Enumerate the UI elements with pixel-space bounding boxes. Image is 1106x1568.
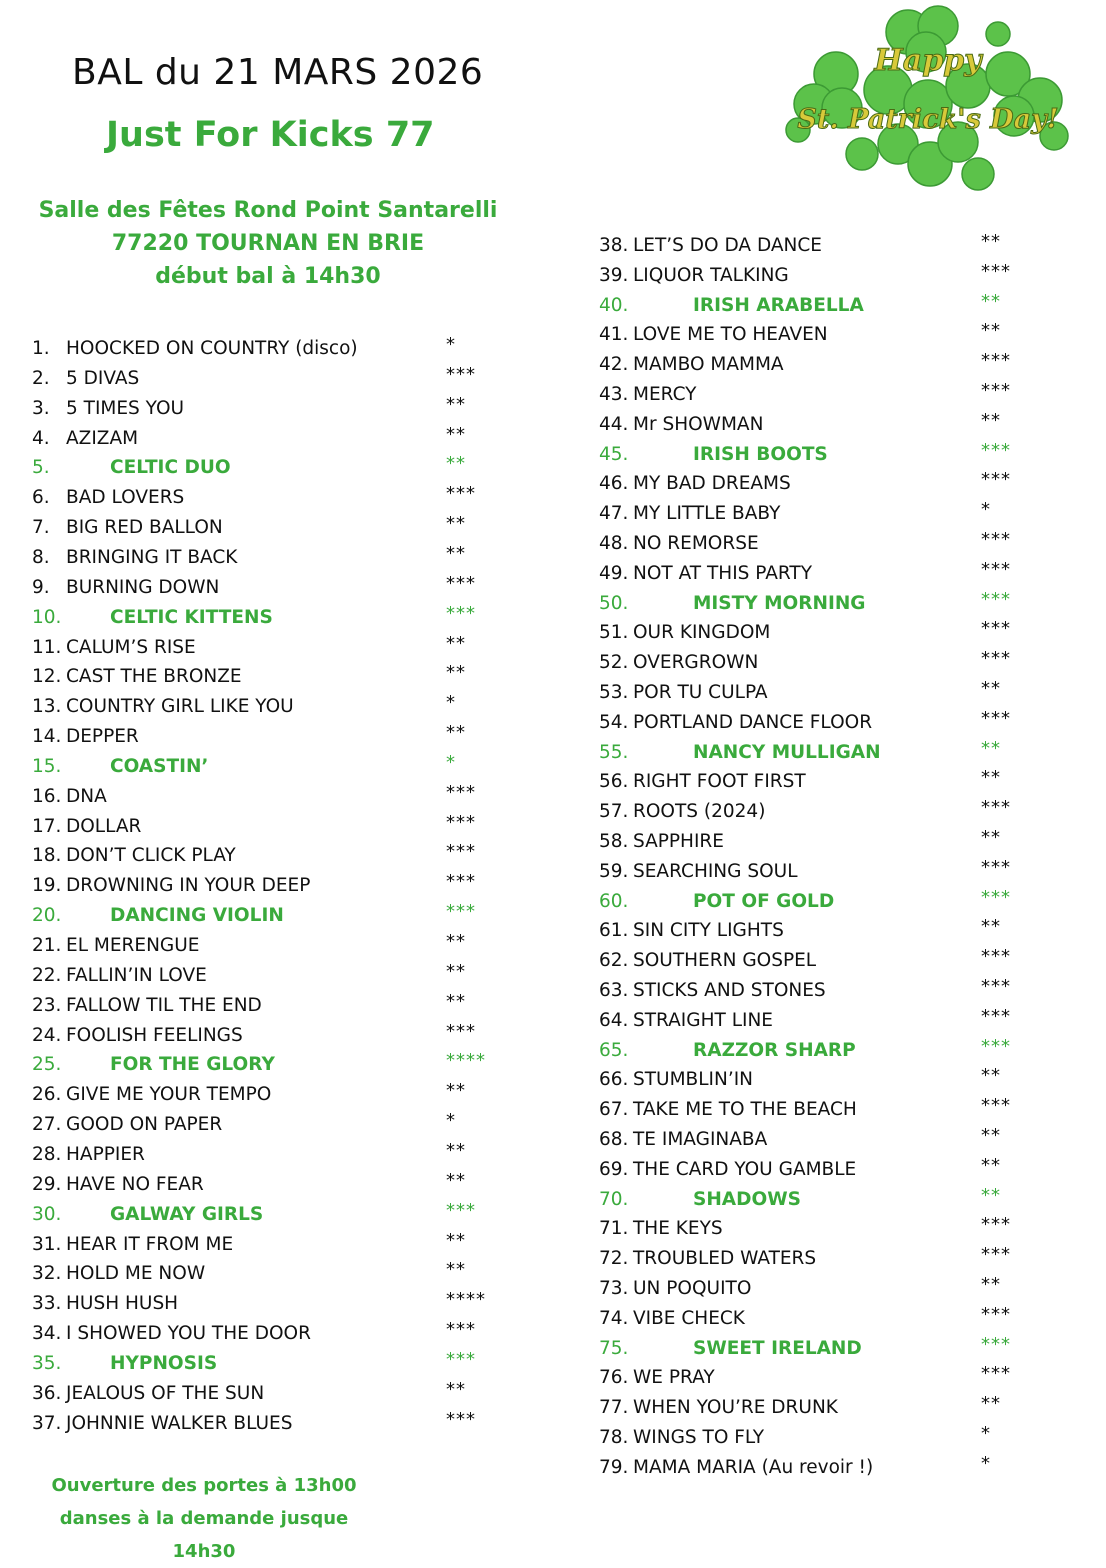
requests-until: danses à la demande jusque 14h30 <box>59 1508 349 1562</box>
dance-title: CELTIC DUO <box>110 457 231 479</box>
dance-title: COUNTRY GIRL LIKE YOU <box>66 696 294 718</box>
dance-number: 49. <box>599 562 629 584</box>
dance-number: 12. <box>32 666 62 688</box>
dance-number: 9. <box>32 576 50 598</box>
difficulty-stars: **** <box>446 1050 486 1072</box>
dance-title: FALLIN’IN LOVE <box>66 964 207 986</box>
dance-title: RIGHT FOOT FIRST <box>633 771 806 793</box>
dance-number: 56. <box>599 771 629 793</box>
dance-title: I SHOWED YOU THE DOOR <box>66 1323 311 1345</box>
difficulty-stars: ** <box>446 990 466 1012</box>
dance-title: POR TU CULPA <box>633 682 768 703</box>
difficulty-stars: *** <box>981 1363 1011 1385</box>
dance-title: AZIZAM <box>66 427 139 449</box>
dance-number: 68. <box>599 1129 629 1150</box>
venue-address: 77220 TOURNAN EN BRIE <box>111 231 425 256</box>
difficulty-stars: **** <box>446 1289 486 1311</box>
difficulty-stars: *** <box>981 260 1011 282</box>
difficulty-stars: *** <box>981 707 1011 729</box>
dance-title: BURNING DOWN <box>66 576 220 598</box>
dance-title: CAST THE BRONZE <box>66 666 242 688</box>
dance-number: 10. <box>32 606 62 628</box>
dance-number: 7. <box>32 517 50 539</box>
difficulty-stars: * <box>446 1110 456 1132</box>
venue-info <box>34 194 502 293</box>
difficulty-stars: ** <box>981 320 1001 342</box>
dance-number: 15. <box>32 755 62 777</box>
difficulty-stars: ** <box>446 662 466 684</box>
difficulty-stars: *** <box>981 976 1011 997</box>
dance-number: 77. <box>599 1397 629 1419</box>
dance-title: HYPNOSIS <box>110 1352 218 1374</box>
difficulty-stars: *** <box>981 350 1011 372</box>
difficulty-stars: * <box>981 1452 991 1474</box>
difficulty-stars: ** <box>981 409 1001 431</box>
difficulty-stars: *** <box>446 841 476 863</box>
difficulty-stars: *** <box>981 439 1011 461</box>
venue-name: Salle des Fêtes Rond Point Santarelli <box>38 198 498 223</box>
dance-number: 79. <box>599 1456 629 1478</box>
dance-number: 44. <box>599 413 629 435</box>
dance-title: 5 DIVAS <box>66 367 140 389</box>
dance-number: 40. <box>599 294 629 316</box>
dance-title: HEAR IT FROM ME <box>66 1233 234 1255</box>
dance-title: WINGS TO FLY <box>633 1427 765 1448</box>
dance-title: RAZZOR SHARP <box>693 1039 856 1061</box>
difficulty-stars: * <box>446 692 456 714</box>
dance-title: SOUTHERN GOSPEL <box>633 950 817 972</box>
dance-number: 38. <box>599 235 629 256</box>
difficulty-stars: *** <box>981 529 1011 550</box>
difficulty-stars: ** <box>446 513 466 535</box>
difficulty-stars: *** <box>981 1095 1011 1117</box>
difficulty-stars: ** <box>981 767 1001 789</box>
difficulty-stars: ** <box>446 1259 466 1281</box>
dance-number: 67. <box>599 1099 629 1121</box>
dance-title: LET’S DO DA DANCE <box>633 235 822 256</box>
dance-number: 32. <box>32 1263 62 1285</box>
dance-number: 26. <box>32 1084 62 1106</box>
start-time: début bal à 14h30 <box>155 264 381 289</box>
dance-number: 24. <box>32 1024 62 1046</box>
dance-title: JOHNNIE WALKER BLUES <box>66 1412 293 1434</box>
dance-number: 18. <box>32 845 62 867</box>
dance-number: 35. <box>32 1352 62 1374</box>
dance-title: EL MERENGUE <box>66 935 200 956</box>
dance-title: VIBE CHECK <box>633 1307 745 1329</box>
dance-number: 25. <box>32 1054 62 1076</box>
difficulty-stars: ** <box>981 1065 1001 1087</box>
dance-number: 28. <box>32 1143 62 1165</box>
difficulty-stars: *** <box>981 1005 1011 1027</box>
dance-number: 6. <box>32 487 50 509</box>
dance-title: THE CARD YOU GAMBLE <box>633 1158 857 1180</box>
dance-title: DNA <box>66 785 107 807</box>
difficulty-stars: *** <box>446 871 476 893</box>
difficulty-stars: ** <box>446 1169 466 1191</box>
dance-title: NOT AT THIS PARTY <box>633 562 813 584</box>
dance-number: 65. <box>599 1039 629 1061</box>
difficulty-stars: ** <box>981 231 1001 252</box>
dance-title: COASTIN’ <box>110 755 209 777</box>
difficulty-stars: *** <box>446 1348 476 1370</box>
dance-number: 5. <box>32 457 50 479</box>
doors-open-time: Ouverture des portes à 13h00 <box>51 1475 357 1496</box>
difficulty-stars: *** <box>981 618 1011 640</box>
dance-number: 74. <box>599 1307 629 1329</box>
dance-title: THE KEYS <box>633 1218 723 1240</box>
dance-number: 17. <box>32 815 62 837</box>
dance-title: OUR KINGDOM <box>633 622 771 644</box>
dance-number: 31. <box>32 1233 62 1255</box>
st-patricks-shamrock-logo <box>778 4 1078 200</box>
difficulty-stars: * <box>981 499 991 521</box>
difficulty-stars: ** <box>446 393 466 415</box>
dance-title: BRINGING IT BACK <box>66 546 238 568</box>
dance-title: JEALOUS OF THE SUN <box>66 1382 265 1404</box>
difficulty-stars: * <box>446 751 456 773</box>
dance-number: 58. <box>599 831 629 852</box>
dance-title: CELTIC KITTENS <box>110 606 273 628</box>
difficulty-stars: *** <box>981 856 1011 878</box>
dance-number: 47. <box>599 503 629 525</box>
dance-title: CALUM’S RISE <box>66 636 196 658</box>
difficulty-stars: *** <box>981 648 1011 670</box>
dance-number: 71. <box>599 1218 629 1240</box>
dance-title: LIQUOR TALKING <box>633 264 789 286</box>
dance-title: MERCY <box>633 384 697 405</box>
difficulty-stars: *** <box>446 781 476 803</box>
dance-title: MY LITTLE BABY <box>633 503 781 525</box>
dance-number: 22. <box>32 964 62 986</box>
difficulty-stars: ** <box>981 290 1001 312</box>
dance-title: LOVE ME TO HEAVEN <box>633 324 828 346</box>
dance-title: GALWAY GIRLS <box>110 1203 264 1225</box>
difficulty-stars: ** <box>446 542 466 564</box>
dance-number: 33. <box>32 1293 62 1315</box>
difficulty-stars: ** <box>446 632 466 654</box>
dance-number: 11. <box>32 636 62 658</box>
difficulty-stars: ** <box>981 916 1001 938</box>
dance-number: 60. <box>599 890 629 912</box>
difficulty-stars: ** <box>981 1393 1001 1415</box>
difficulty-stars: ** <box>446 453 466 475</box>
dance-title: SHADOWS <box>693 1188 801 1210</box>
dance-title: ROOTS (2024) <box>633 801 766 823</box>
dance-number: 64. <box>599 1009 629 1031</box>
difficulty-stars: ** <box>981 1184 1001 1206</box>
difficulty-stars: *** <box>446 811 476 833</box>
difficulty-stars: *** <box>981 380 1011 401</box>
dance-number: 8. <box>32 546 50 568</box>
dance-title: POT OF GOLD <box>693 890 835 912</box>
dance-title: IRISH BOOTS <box>693 443 828 465</box>
difficulty-stars: ** <box>981 737 1001 759</box>
dance-number: 4. <box>32 427 50 449</box>
dance-number: 42. <box>599 354 629 376</box>
logo-text-happy: Happy <box>874 43 982 78</box>
difficulty-stars: *** <box>981 1333 1011 1355</box>
difficulty-stars: ** <box>446 960 466 982</box>
dance-number: 55. <box>599 741 629 763</box>
difficulty-stars: *** <box>981 558 1011 580</box>
difficulty-stars: *** <box>446 901 476 923</box>
dance-title: NANCY MULLIGAN <box>693 741 881 763</box>
dance-title: HAVE NO FEAR <box>66 1173 204 1195</box>
dance-number: 16. <box>32 785 62 807</box>
dance-title: STUMBLIN’IN <box>633 1069 754 1091</box>
dance-number: 37. <box>32 1412 62 1434</box>
difficulty-stars: *** <box>981 469 1011 491</box>
dance-number: 43. <box>599 384 629 405</box>
footer-info <box>34 1469 374 1568</box>
difficulty-stars: * <box>446 334 456 355</box>
dance-number: 50. <box>599 592 629 614</box>
dance-title: Mr SHOWMAN <box>633 413 764 435</box>
difficulty-stars: *** <box>981 1303 1011 1325</box>
dance-title: WHEN YOU’RE DRUNK <box>633 1397 838 1419</box>
difficulty-stars: *** <box>446 572 476 594</box>
dance-title: TROUBLED WATERS <box>633 1248 817 1270</box>
dance-title: GIVE ME YOUR TEMPO <box>66 1084 272 1106</box>
dance-number: 61. <box>599 920 629 942</box>
dance-title: DOLLAR <box>66 815 142 837</box>
dance-title: MAMBO MAMMA <box>633 354 784 376</box>
dance-number: 34. <box>32 1323 62 1345</box>
dance-number: 14. <box>32 726 62 748</box>
difficulty-stars: *** <box>446 1020 476 1042</box>
dance-title: MAMA MARIA (Au revoir !) <box>633 1456 874 1478</box>
difficulty-stars: ** <box>981 1274 1001 1295</box>
difficulty-stars: *** <box>446 363 476 385</box>
dance-title: FOOLISH FEELINGS <box>66 1024 243 1046</box>
dance-number: 63. <box>599 980 629 1001</box>
dance-number: 46. <box>599 473 629 495</box>
dance-title: TAKE ME TO THE BEACH <box>633 1099 857 1121</box>
dance-number: 2. <box>32 367 50 389</box>
difficulty-stars: ** <box>446 1229 466 1251</box>
dance-number: 30. <box>32 1203 62 1225</box>
dance-number: 53. <box>599 682 629 703</box>
difficulty-stars: ** <box>981 1125 1001 1146</box>
dance-title: MISTY MORNING <box>693 592 866 614</box>
difficulty-stars: *** <box>981 797 1011 819</box>
difficulty-stars: ** <box>981 1154 1001 1176</box>
dance-title: IRISH ARABELLA <box>693 294 864 316</box>
dance-title: 5 TIMES YOU <box>66 397 185 419</box>
club-name: Just For Kicks 77 <box>106 115 435 155</box>
dance-title: SAPPHIRE <box>633 831 724 852</box>
dance-title: HAPPIER <box>66 1143 145 1165</box>
difficulty-stars: *** <box>446 483 476 505</box>
dance-number: 13. <box>32 696 62 718</box>
dance-title: OVERGROWN <box>633 652 759 674</box>
difficulty-stars: *** <box>981 588 1011 610</box>
dance-number: 45. <box>599 443 629 465</box>
dance-number: 73. <box>599 1278 629 1299</box>
difficulty-stars: ** <box>446 931 466 952</box>
dance-number: 51. <box>599 622 629 644</box>
dance-number: 76. <box>599 1367 629 1389</box>
difficulty-stars: *** <box>981 1244 1011 1266</box>
difficulty-stars: ** <box>446 1080 466 1102</box>
difficulty-stars: *** <box>981 886 1011 908</box>
dance-number: 62. <box>599 950 629 972</box>
dance-title: HOLD ME NOW <box>66 1263 206 1285</box>
dance-title: HOOCKED ON COUNTRY (disco) <box>66 338 358 359</box>
dance-number: 75. <box>599 1337 629 1359</box>
dance-title: FOR THE GLORY <box>110 1054 275 1076</box>
difficulty-stars: ** <box>446 722 466 744</box>
dance-number: 39. <box>599 264 629 286</box>
dance-number: 20. <box>32 905 62 927</box>
difficulty-stars: *** <box>446 1199 476 1221</box>
dance-title: UN POQUITO <box>633 1278 752 1299</box>
difficulty-stars: *** <box>446 602 476 624</box>
dance-number: 41. <box>599 324 629 346</box>
dance-title: NO REMORSE <box>633 533 759 554</box>
difficulty-stars: ** <box>446 1139 466 1161</box>
dance-number: 66. <box>599 1069 629 1091</box>
dance-title: TE IMAGINABA <box>633 1129 768 1150</box>
dance-title: DON’T CLICK PLAY <box>66 845 236 867</box>
dance-title: WE PRAY <box>633 1367 715 1389</box>
dance-title: BIG RED BALLON <box>66 517 223 539</box>
difficulty-stars: *** <box>981 946 1011 968</box>
dance-number: 72. <box>599 1248 629 1270</box>
dance-title: DANCING VIOLIN <box>110 905 284 927</box>
dance-number: 3. <box>32 397 50 419</box>
dance-number: 36. <box>32 1382 62 1404</box>
dance-number: 48. <box>599 533 629 554</box>
dance-title: STRAIGHT LINE <box>633 1009 773 1031</box>
dance-title: FALLOW TIL THE END <box>66 994 262 1016</box>
dance-number: 23. <box>32 994 62 1016</box>
difficulty-stars: ** <box>981 678 1001 699</box>
dance-title: HUSH HUSH <box>66 1293 179 1315</box>
dance-title: MY BAD DREAMS <box>633 473 791 495</box>
dance-title: BAD LOVERS <box>66 487 185 509</box>
dance-number: 27. <box>32 1114 62 1136</box>
logo-text-st-patricks: St. Patrick's Day! <box>797 104 1059 135</box>
dance-title: GOOD ON PAPER <box>66 1114 223 1136</box>
dance-number: 78. <box>599 1427 629 1448</box>
difficulty-stars: *** <box>446 1408 476 1430</box>
dance-number: 70. <box>599 1188 629 1210</box>
dance-number: 54. <box>599 711 629 733</box>
dance-title: DEPPER <box>66 726 139 748</box>
dance-number: 52. <box>599 652 629 674</box>
difficulty-stars: ** <box>981 827 1001 848</box>
dance-title: STICKS AND STONES <box>633 980 826 1001</box>
dance-title: SWEET IRELAND <box>693 1337 862 1359</box>
difficulty-stars: * <box>981 1423 991 1444</box>
dance-number: 29. <box>32 1173 62 1195</box>
dance-title: DROWNING IN YOUR DEEP <box>66 875 311 897</box>
difficulty-stars: *** <box>981 1214 1011 1236</box>
dance-number: 57. <box>599 801 629 823</box>
dance-title: PORTLAND DANCE FLOOR <box>633 711 873 733</box>
dance-number: 69. <box>599 1158 629 1180</box>
dance-title: SIN CITY LIGHTS <box>633 920 784 942</box>
difficulty-stars: *** <box>446 1319 476 1341</box>
dance-title: SEARCHING SOUL <box>633 860 798 882</box>
dance-number: 1. <box>32 338 50 359</box>
dance-number: 19. <box>32 875 62 897</box>
difficulty-stars: *** <box>981 1035 1011 1057</box>
dance-number: 59. <box>599 860 629 882</box>
difficulty-stars: ** <box>446 1378 466 1400</box>
difficulty-stars: ** <box>446 423 466 445</box>
dance-number: 21. <box>32 935 62 956</box>
event-title: BAL du 21 MARS 2026 <box>72 52 484 93</box>
